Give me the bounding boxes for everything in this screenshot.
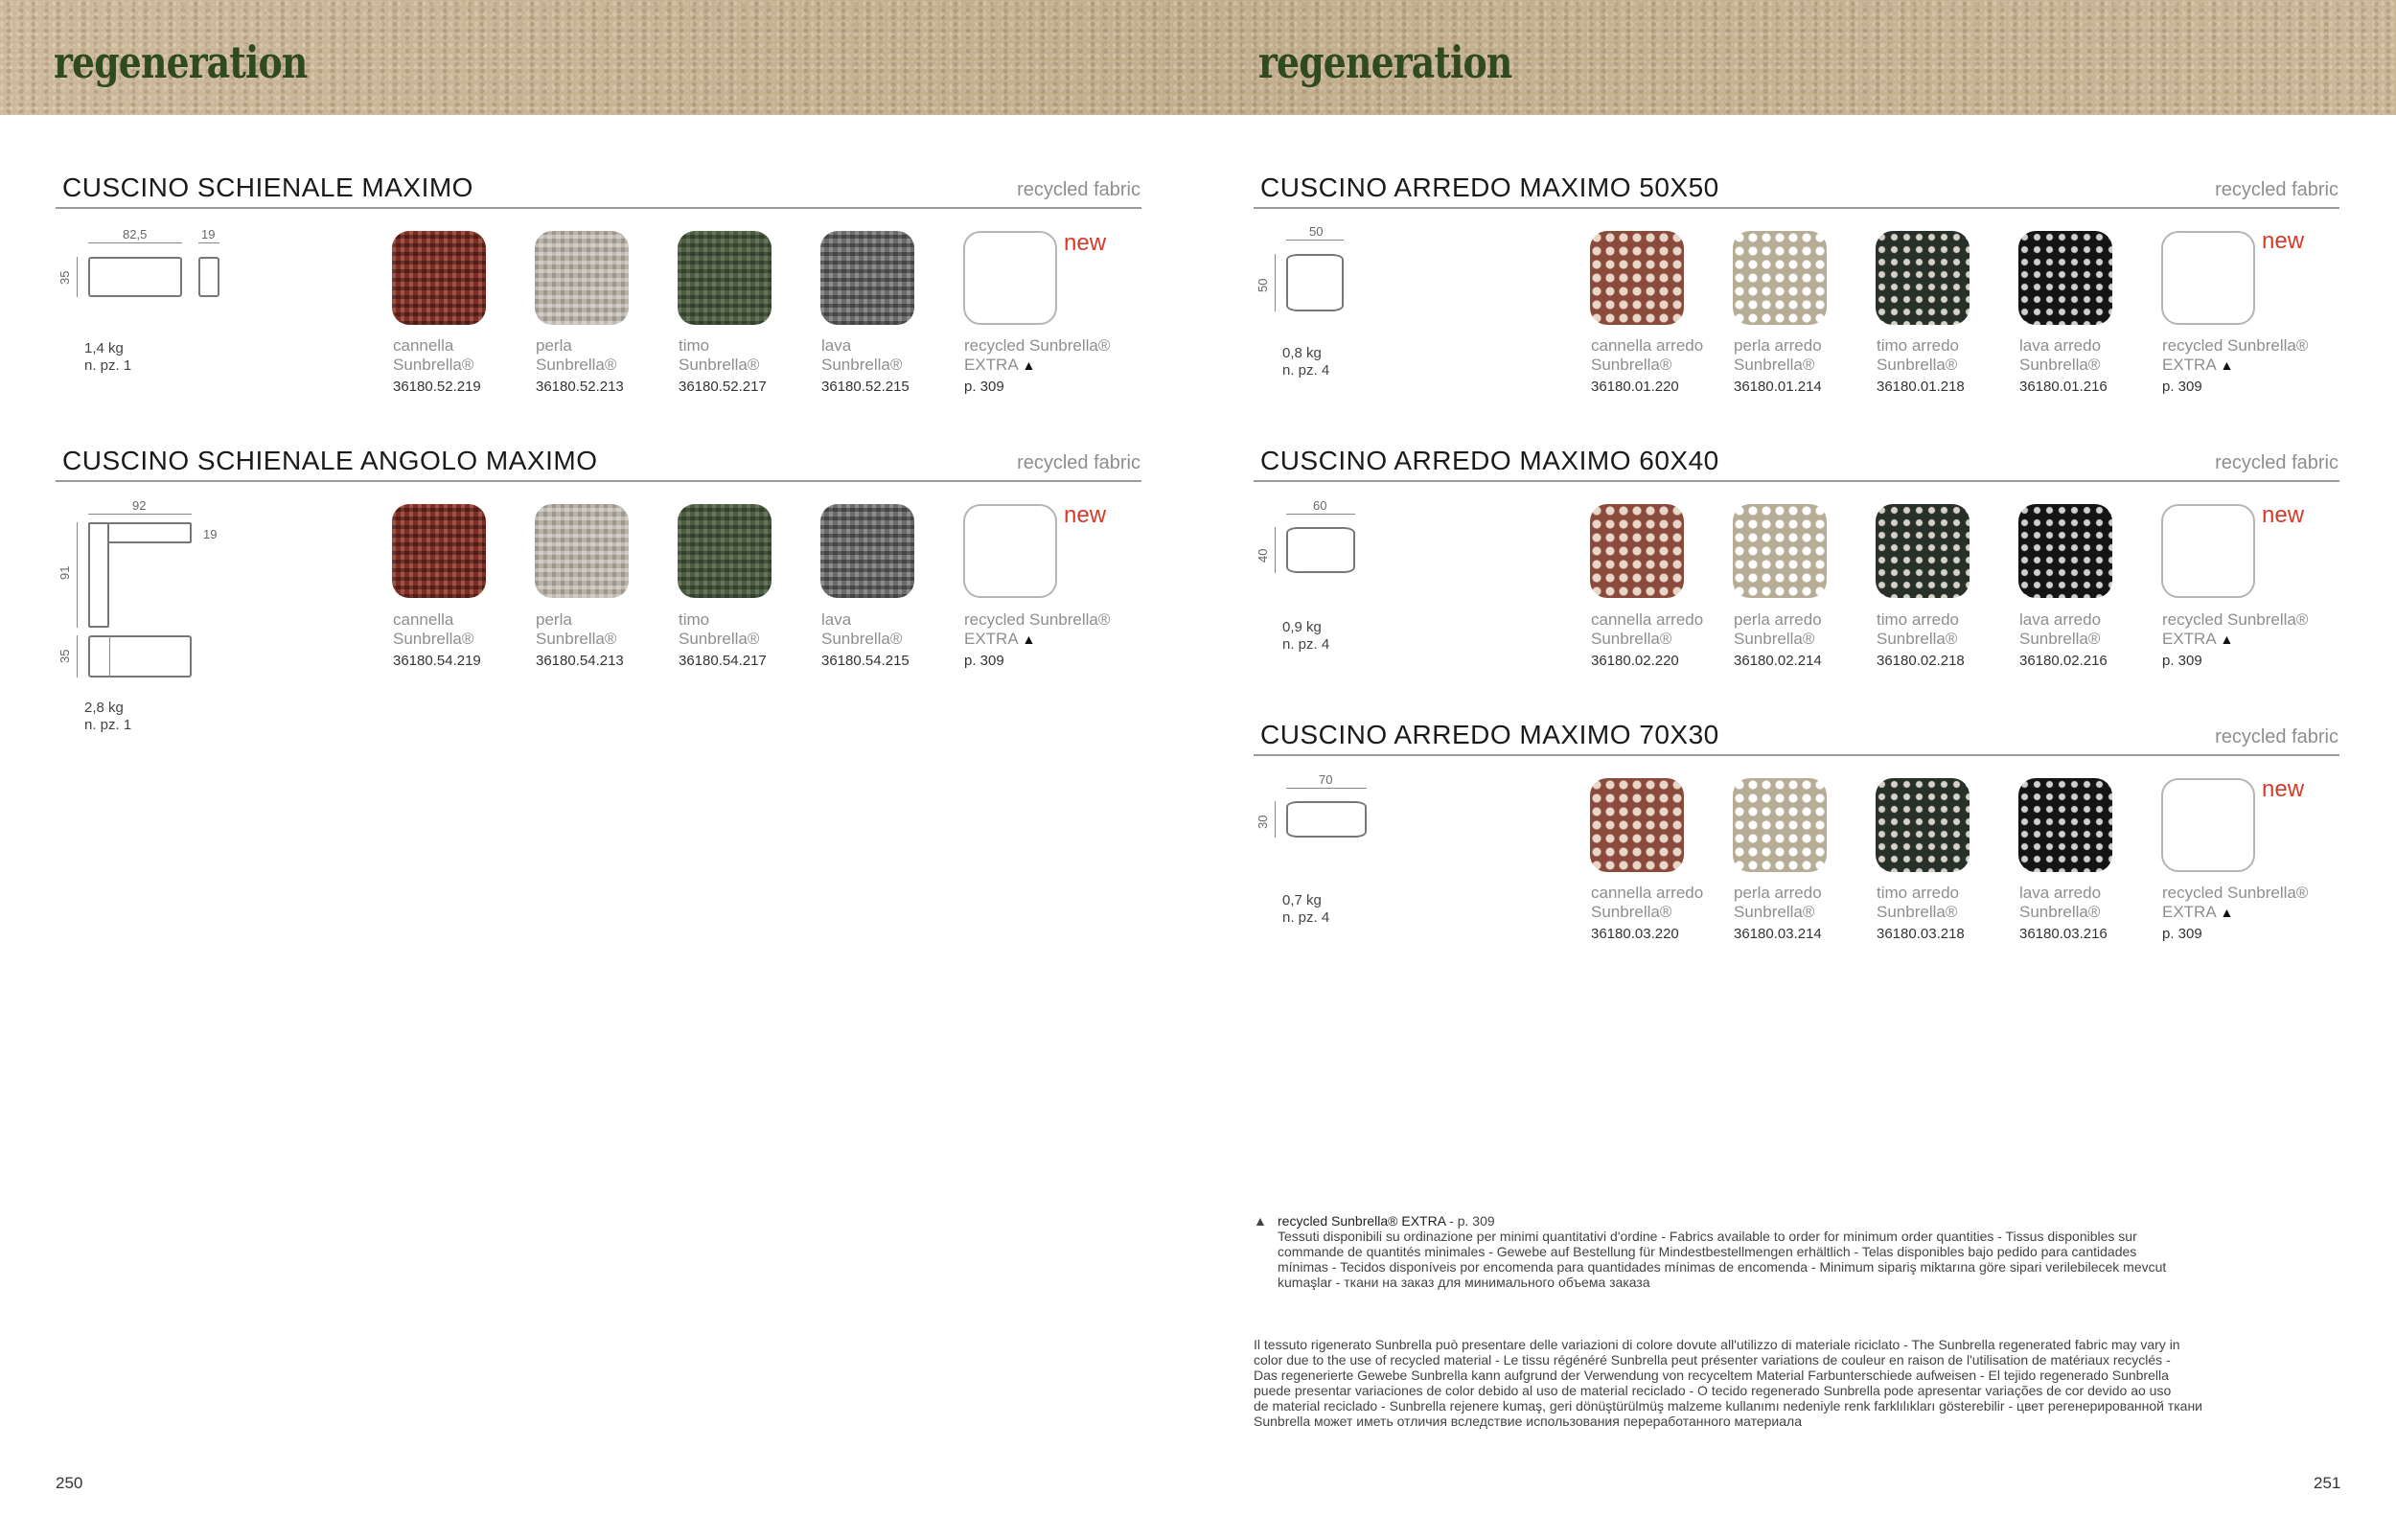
swatch-timo[interactable] (678, 231, 772, 325)
dim-width: 60 (1313, 498, 1327, 513)
swatch-cannella-arredo[interactable] (1590, 231, 1684, 325)
section-subtitle: recycled fabric (1017, 452, 1140, 473)
new-badge: new (1064, 230, 1107, 256)
swatch-cannella-arredo[interactable] (1590, 778, 1684, 872)
swatch-recycled-extra[interactable] (963, 231, 1057, 325)
swatch-lava[interactable] (820, 504, 914, 598)
new-badge: new (1064, 502, 1107, 528)
swatch-cannella[interactable] (392, 231, 486, 325)
swatch-label: perla arredo Sunbrella® (1734, 336, 1822, 374)
swatch-code: 36180.52.213 (536, 379, 624, 395)
swatch-code: 36180.02.220 (1591, 653, 1679, 669)
section-title: CUSCINO ARREDO MAXIMO 70X30 (1260, 720, 1719, 749)
swatch-label: perla arredo Sunbrella® (1734, 610, 1822, 648)
weight: 1,4 kg (84, 340, 124, 356)
quantity: n. pz. 1 (84, 357, 132, 374)
dim-height: 40 (1256, 548, 1270, 563)
quantity: n. pz. 4 (1282, 636, 1330, 653)
swatch-timo-arredo[interactable] (1876, 778, 1970, 872)
swatch-label: timo arredo Sunbrella® (1877, 884, 1959, 921)
swatch-label: cannella Sunbrella® (393, 610, 474, 648)
section-subtitle: recycled fabric (2215, 726, 2338, 747)
swatch-code: p. 309 (2162, 926, 2202, 942)
swatch-code: 36180.01.216 (2019, 379, 2108, 395)
dim-line (1275, 254, 1276, 311)
new-badge: new (2262, 228, 2305, 254)
dim-line (88, 242, 182, 243)
swatch-code: p. 309 (964, 379, 1004, 395)
swatch-code: 36180.54.213 (536, 653, 624, 669)
dim-depth: 19 (201, 227, 216, 241)
dim-depth: 19 (203, 527, 218, 541)
swatch-label: recycled Sunbrella® EXTRA ▲ (964, 610, 1111, 648)
swatch-label: lava arredo Sunbrella® (2019, 884, 2102, 921)
triangle-marker-icon: ▲ (1254, 1213, 1267, 1229)
dim-width: 92 (132, 498, 147, 513)
swatch-perla-arredo[interactable] (1733, 231, 1827, 325)
quantity: n. pz. 4 (1282, 909, 1330, 926)
dim-height: 35 (58, 649, 72, 663)
swatch-label: recycled Sunbrella® EXTRA ▲ (2162, 336, 2309, 374)
page-number-left: 250 (56, 1474, 83, 1492)
swatch-lava[interactable] (820, 231, 914, 325)
swatch-code: 36180.02.216 (2019, 653, 2108, 669)
swatch-code: 36180.01.214 (1734, 379, 1822, 395)
section-rule (56, 207, 1141, 209)
swatch-code: 36180.03.214 (1734, 926, 1822, 942)
section-rule (1254, 754, 2339, 756)
swatch-code: 36180.02.218 (1877, 653, 1965, 669)
swatch-label: perla Sunbrella® (536, 610, 617, 648)
section-title: CUSCINO ARREDO MAXIMO 50X50 (1260, 172, 1719, 202)
swatch-label: lava arredo Sunbrella® (2019, 610, 2102, 648)
page-number-right: 251 (2314, 1474, 2341, 1492)
pillow-drawing (1286, 527, 1355, 573)
dim-height: 30 (1256, 815, 1270, 829)
swatch-perla-arredo[interactable] (1733, 504, 1827, 598)
swatch-code: 36180.54.217 (679, 653, 767, 669)
corner-cushion-side (88, 522, 109, 628)
swatch-code: p. 309 (2162, 379, 2202, 395)
corner-cushion-seat (88, 635, 192, 678)
section-subtitle: recycled fabric (2215, 452, 2338, 473)
section-title: CUSCINO ARREDO MAXIMO 60X40 (1260, 446, 1719, 475)
swatch-code: 36180.03.216 (2019, 926, 2108, 942)
dim-height: 91 (58, 565, 72, 580)
swatch-code: 36180.01.218 (1877, 379, 1965, 395)
weight: 2,8 kg (84, 700, 124, 716)
footnote-color-variation: Il tessuto rigenerato Sunbrella può presentare delle variazioni di colore dovute all'utilizzo di materiale riciclato - The Sunbrella regenerated fabric may vary in color due to the use of recycled material - Le tissu régénéré Sunbrella peut présenter variations de couleur en raison de l'utilisation de matériaux recyclés - Das regenerierte Gewebe Sunbrella kann aufgrund der Verwendung von recyceltem Material Farbunterschiede aufweisen - El tejido regenerado Sunbrella puede presentar variaciones de color debido al uso de material reciclado - O tecido regenerado Sunbrella pode apresentar variações de cor devido ao uso de material reciclado - Sunbrella rejenere kumaş, geri dönüştürülmüş malzeme kullanımı nedeniyle renk farklılıkları gösterebilir - цвет регенерированной ткани Sunbrella может иметь отличия вследствие использования переработанного материала (1254, 1337, 2202, 1429)
cushion-front-view (88, 257, 182, 297)
dim-width: 50 (1309, 224, 1324, 239)
dim-width: 82,5 (123, 227, 148, 241)
swatch-label: cannella arredo Sunbrella® (1591, 884, 1704, 921)
quantity: n. pz. 1 (84, 717, 132, 733)
swatch-perla[interactable] (535, 231, 629, 325)
dim-height: 50 (1256, 278, 1270, 292)
swatch-timo-arredo[interactable] (1876, 231, 1970, 325)
swatch-lava-arredo[interactable] (2018, 778, 2112, 872)
brand-logo-right: regeneration (1258, 36, 1512, 88)
swatch-label: cannella Sunbrella® (393, 336, 474, 374)
new-badge: new (2262, 502, 2305, 528)
swatch-code: 36180.03.218 (1877, 926, 1965, 942)
dim-line (1275, 801, 1276, 838)
swatch-label: perla arredo Sunbrella® (1734, 884, 1822, 921)
brand-logo-left: regeneration (54, 36, 308, 88)
dim-height: 35 (58, 270, 72, 285)
weight: 0,8 kg (1282, 345, 1322, 361)
swatch-cannella-arredo[interactable] (1590, 504, 1684, 598)
section-title: CUSCINO SCHIENALE MAXIMO (62, 172, 473, 202)
new-badge: new (2262, 776, 2305, 802)
swatch-perla[interactable] (535, 504, 629, 598)
section-rule (1254, 480, 2339, 482)
swatch-recycled-extra[interactable] (2161, 778, 2255, 872)
section-title: CUSCINO SCHIENALE ANGOLO MAXIMO (62, 446, 598, 475)
swatch-code: 36180.52.215 (821, 379, 910, 395)
swatch-label: timo Sunbrella® (679, 336, 760, 374)
swatch-code: 36180.52.217 (679, 379, 767, 395)
swatch-code: 36180.52.219 (393, 379, 481, 395)
swatch-label: perla Sunbrella® (536, 336, 617, 374)
swatch-timo-arredo[interactable] (1876, 504, 1970, 598)
swatch-label: lava Sunbrella® (821, 610, 903, 648)
swatch-label: recycled Sunbrella® EXTRA ▲ (2162, 884, 2309, 921)
swatch-recycled-extra[interactable] (2161, 504, 2255, 598)
triangle-marker-icon: ▲ (1022, 632, 1036, 647)
header-texture-band (0, 0, 2396, 115)
dim-line (88, 514, 192, 515)
swatch-label: timo arredo Sunbrella® (1877, 336, 1959, 374)
quantity: n. pz. 4 (1282, 362, 1330, 379)
swatch-label: cannella arredo Sunbrella® (1591, 610, 1704, 648)
dim-line (77, 257, 78, 297)
swatch-recycled-extra[interactable] (2161, 231, 2255, 325)
dim-line (109, 635, 110, 678)
triangle-marker-icon: ▲ (2220, 357, 2234, 373)
dim-line (77, 635, 78, 678)
dim-line (1286, 240, 1344, 241)
dim-line (77, 522, 78, 628)
triangle-marker-icon: ▲ (1022, 357, 1036, 373)
swatch-label: recycled Sunbrella® EXTRA ▲ (964, 336, 1111, 374)
swatch-lava-arredo[interactable] (2018, 504, 2112, 598)
swatch-timo[interactable] (678, 504, 772, 598)
pillow-drawing (1286, 801, 1367, 838)
cushion-side-view (198, 257, 219, 297)
swatch-label: timo Sunbrella® (679, 610, 760, 648)
swatch-code: 36180.01.220 (1591, 379, 1679, 395)
swatch-code: 36180.03.220 (1591, 926, 1679, 942)
swatch-perla-arredo[interactable] (1733, 778, 1827, 872)
swatch-label: cannella arredo Sunbrella® (1591, 336, 1704, 374)
swatch-label: timo arredo Sunbrella® (1877, 610, 1959, 648)
dim-line (1286, 788, 1367, 789)
dim-line (198, 242, 219, 243)
dim-line (1286, 514, 1355, 515)
triangle-marker-icon: ▲ (2220, 632, 2234, 647)
section-subtitle: recycled fabric (2215, 179, 2338, 200)
triangle-marker-icon: ▲ (2220, 905, 2234, 920)
dim-line (1275, 527, 1276, 573)
footnote-extra-text: recycled Sunbrella® EXTRA - p. 309 Tessuti disponibili su ordinazione per minimi quantitativi d'ordine - Fabrics available to order for minimum order quantities - Tissus disponibles sur commande de quantités minimales - Gewebe auf Bestellung für Mindestbestellmengen erhältlich - Telas disponibles bajo pedido para cantidades mínimas - Tecidos disponíveis por encomenda para quantidades mínimas de encomenda - Minimum sipariş miktarına göre sipari verilebilecek mevcut kumaşlar - ткани на заказ для минимального объема заказа (1278, 1213, 2167, 1290)
swatch-recycled-extra[interactable] (963, 504, 1057, 598)
weight: 0,9 kg (1282, 619, 1322, 635)
swatch-code: p. 309 (2162, 653, 2202, 669)
swatch-cannella[interactable] (392, 504, 486, 598)
section-subtitle: recycled fabric (1017, 179, 1140, 200)
swatch-code: 36180.54.219 (393, 653, 481, 669)
swatch-code: 36180.02.214 (1734, 653, 1822, 669)
swatch-label: lava Sunbrella® (821, 336, 903, 374)
swatch-label: lava arredo Sunbrella® (2019, 336, 2102, 374)
section-rule (1254, 207, 2339, 209)
section-rule (56, 480, 1141, 482)
swatch-code: 36180.54.215 (821, 653, 910, 669)
swatch-code: p. 309 (964, 653, 1004, 669)
dim-width: 70 (1319, 772, 1333, 787)
pillow-drawing (1286, 254, 1344, 311)
swatch-label: recycled Sunbrella® EXTRA ▲ (2162, 610, 2309, 648)
weight: 0,7 kg (1282, 892, 1322, 908)
swatch-lava-arredo[interactable] (2018, 231, 2112, 325)
